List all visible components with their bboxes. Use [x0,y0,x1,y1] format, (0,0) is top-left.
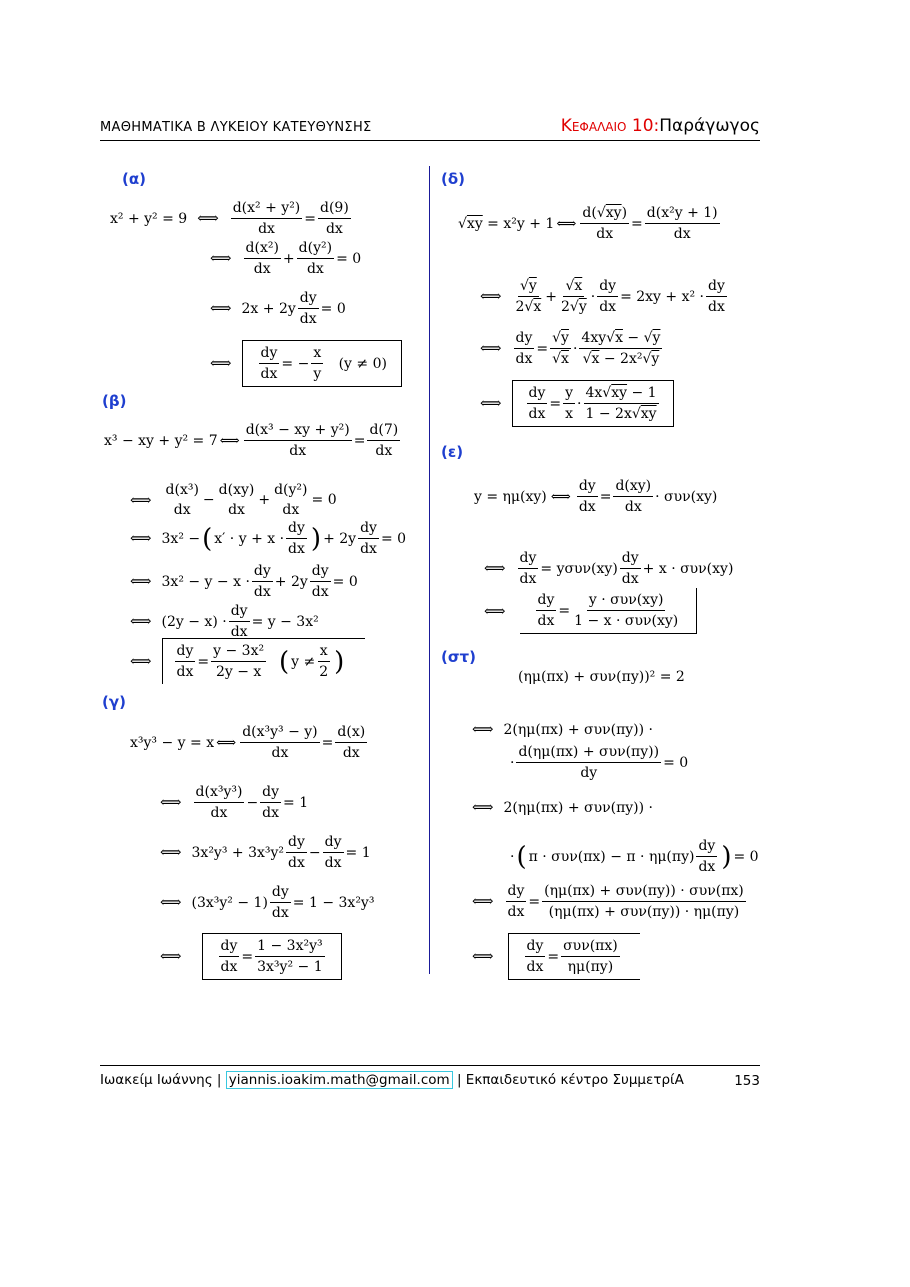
eq-c-4: ⟺ (3x³y² − 1) $\frac{dy}{dx}$ = 1 − 3x²y³ [160,884,375,922]
eq-c-5: ⟺ $\frac{dy}{dx}$ = $\frac{\text{1 − 3x²y³}}{\text{3x³y² − 1}}$ [150,933,342,980]
eq-b-4: ⟺ 3x² − y − x · $\frac{dy}{dx}$ + 2y $\frac{dy}{dx}$ = 0 [130,563,358,601]
eq-a-3: ⟺ 2x + 2y $\frac{dy}{dx}$ = 0 [210,290,346,328]
label-f: (στ) [441,648,476,666]
eq-c-3: ⟺ 3x²y³ + 3x³y² $\frac{dy}{dx}$ − $\frac{dy}{dx}$ = 1 [160,834,371,872]
institution: | Εκπαιδευτικό κέντρο ΣυμμετρίΑ [456,1072,684,1088]
eq-b-6: ⟺ $\frac{dy}{dx}$ = $\frac{\text{y − 3x²}}{2y - x}$ ( y ≠ $\frac{x}{2}$ ) [120,638,365,684]
eq-d-3: ⟺ $\frac{dy}{dx}$ = $\frac{√y}{√x}$ · $\frac{4xy√x - √y}{\text{√x − 2x²√y}}$ [480,330,661,368]
eq-f-2: ⟺ 2(ημ(πx) + συν(πy)) · [472,720,653,738]
chapter-title [561,116,760,136]
page-number: 153 [734,1073,760,1089]
eq-d-1: √xy = x²y + 1 ⟺ $\frac{d(√xy)}{dx}$ = $\frac{\text{d(x²y + 1)}}{dx}$ [458,205,718,243]
eq-f-3: · $\frac{\text{d(ημ(πx) + συν(πy))}}{dy}$ = 0 [510,744,689,782]
eq-b-5: ⟺ (2y − x) · $\frac{dy}{dx}$ = y − 3x² [130,603,319,641]
page-footer [100,1065,760,1088]
eq-a-2: ⟺ $\frac{\text{d(x²)}}{dx}$ + $\frac{\text{d(y²)}}{dx}$ = 0 [210,240,362,278]
eq-f-5: · ( π · συν(πx) − π · ημ(πy) $\frac{dy}{dx}$ ) = 0 [510,838,759,876]
label-c: (γ) [102,693,126,711]
eq-e-2: ⟺ $\frac{dy}{dx}$ = yσυν(xy) $\frac{dy}{dx}$ + x · συν(xy) [484,550,734,588]
author-name: Ιωακείμ Ιωάννης | [100,1072,222,1088]
label-d: (δ) [441,170,466,188]
eq-b-1: x³ − xy + y² = 7 ⟺ $\frac{\text{d(x³ − xy + y²)}}{dx}$ = $\frac{d(7)}{dx}$ [104,422,399,460]
column-divider [429,166,430,974]
chapter-number: Κεφαλαιο 10: [560,116,660,136]
page-header [100,118,760,141]
eq-e-3: ⟺ $\frac{dy}{dx}$ = $\frac{\text{y · συν(xy)}}{\text{1 − x · συν(xy)}}$ [474,588,697,634]
eq-a-4: ⟺ $\frac{dy}{dx}$ = − $\frac{x}{y}$ (y ≠ 0) [200,340,402,387]
eq-e-1: y = ημ(xy) ⟺ $\frac{dy}{dx}$ = $\frac{d(xy)}{dx}$ · συν(xy) [474,478,718,516]
eq-b-3: ⟺ 3x² − ( x′ · y + x · $\frac{dy}{dx}$ ) + 2y $\frac{dy}{dx}$ = 0 [130,520,407,558]
eq-d-4: ⟺ $\frac{dy}{dx}$ = $\frac{y}{x}$ · $\frac{4x√xy - 1}{1 - 2x√xy}$ [470,380,674,427]
eq-d-2: ⟺ $\frac{√y}{2√x}$ + $\frac{√x}{2√y}$ · $\frac{dy}{dx}$ = 2xy + x² · $\frac{dy}{dx}$ [480,278,725,316]
eq-f-1: (ημ(πx) + συν(πy))² = 2 [518,669,685,685]
eq-c-2: ⟺ $\frac{\text{d(x³y³)}}{dx}$ − $\frac{dy}{dx}$ = 1 [160,784,309,822]
eq-f-6: ⟺ $\frac{dy}{dx}$ = $\frac{\text{(ημ(πx) + συν(πy)) · συν(πx)}}{\text{(ημ(πx) + συν(πy)) · ημ(πy)}}$ [472,883,744,921]
eq-b-2: ⟺ d(x³) dx − d(xy) dx + d(y²) dx = 0 [130,482,337,519]
eq-a-1: x² + y² = 9 ⟺ $\frac{\text{d(x² + y²)}}{dx}$ = $\frac{d(9)}{dx}$ [110,200,349,238]
email-link[interactable]: yiannis.ioakim.math@gmail.com [226,1071,453,1089]
label-b: (β) [102,392,127,410]
eq-c-1: x³y³ − y = x ⟺ $\frac{\text{d(x³y³ − y)}}{dx}$ = $\frac{d(x)}{dx}$ [130,724,366,762]
eq-f-7: ⟺ $\frac{dy}{dx}$ = $\frac{\text{συν(πx)}}{\eta\mu(\pi y)}$ [462,933,640,980]
course-title: ΜΑΘΗΜΑΤΙΚΑ Β ΛΥΚΕΙΟΥ ΚΑΤΕΥΘΥΝΣΗΣ [100,120,372,135]
chapter-name: Παράγωγος [659,116,760,136]
label-a: (α) [122,170,147,188]
eq-f-4: ⟺ 2(ημ(πx) + συν(πy)) · [472,798,653,816]
label-e: (ε) [441,443,464,461]
